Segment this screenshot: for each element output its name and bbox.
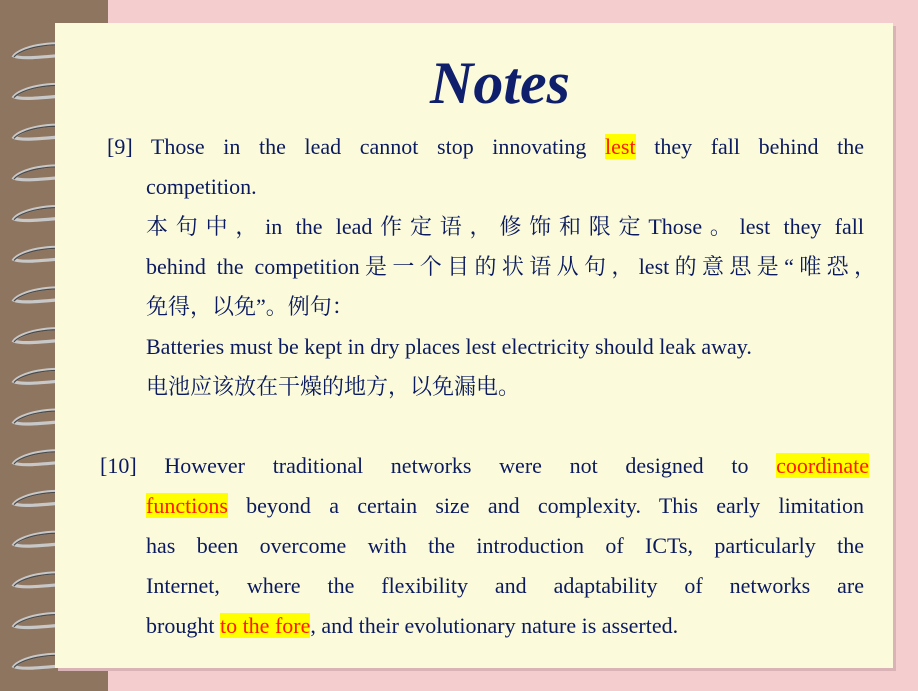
note-9 <box>107 127 864 167</box>
note-10-number: [10] <box>100 453 137 478</box>
note-10-line-3: has been overcome with the introduction of ICTs, particularly the <box>146 533 864 558</box>
note-9-line-5: 免得，以免”。例句： <box>146 294 354 319</box>
highlight-to-the-fore: to the fore <box>219 613 311 638</box>
highlight-lest: lest <box>605 134 636 159</box>
note-10-line-4: Internet, where the flexibility and adaptability of networks are <box>146 573 864 598</box>
note-9-line-4: behind the competition是一个目的状语从句，lest的意思是“唯恐， <box>146 254 876 279</box>
note-9-line-3: 本句中，in the lead作定语，修饰和限定Those。lest they fall <box>146 214 864 239</box>
note-9-example-zh: 电池应该放在干燥的地方，以免漏电。 <box>146 374 521 399</box>
note-9-line-2: competition. <box>146 174 257 199</box>
highlight-functions: functions <box>146 493 228 518</box>
highlight-coordinate: coordinate <box>776 453 869 478</box>
note-10-line-5: brought to the fore, and their evolutionary nature is asserted. <box>146 613 679 638</box>
note-10-line-2: functions beyond a certain size and complexity. This early limitation <box>146 493 865 518</box>
note-10 <box>100 446 869 486</box>
note-10-body <box>146 486 864 646</box>
note-9-line-1: [9] Those in the lead cannot stop innovating lest they fall behind the <box>107 134 865 159</box>
note-9-example-en: Batteries must be kept in dry places lest electricity should leak away. <box>146 334 752 359</box>
page-title: Notes <box>430 50 570 116</box>
note-9-body <box>146 167 876 407</box>
note-10-line-1: [10] However traditional networks were not designed to coordinate <box>100 453 869 478</box>
note-9-number: [9] <box>107 134 133 159</box>
